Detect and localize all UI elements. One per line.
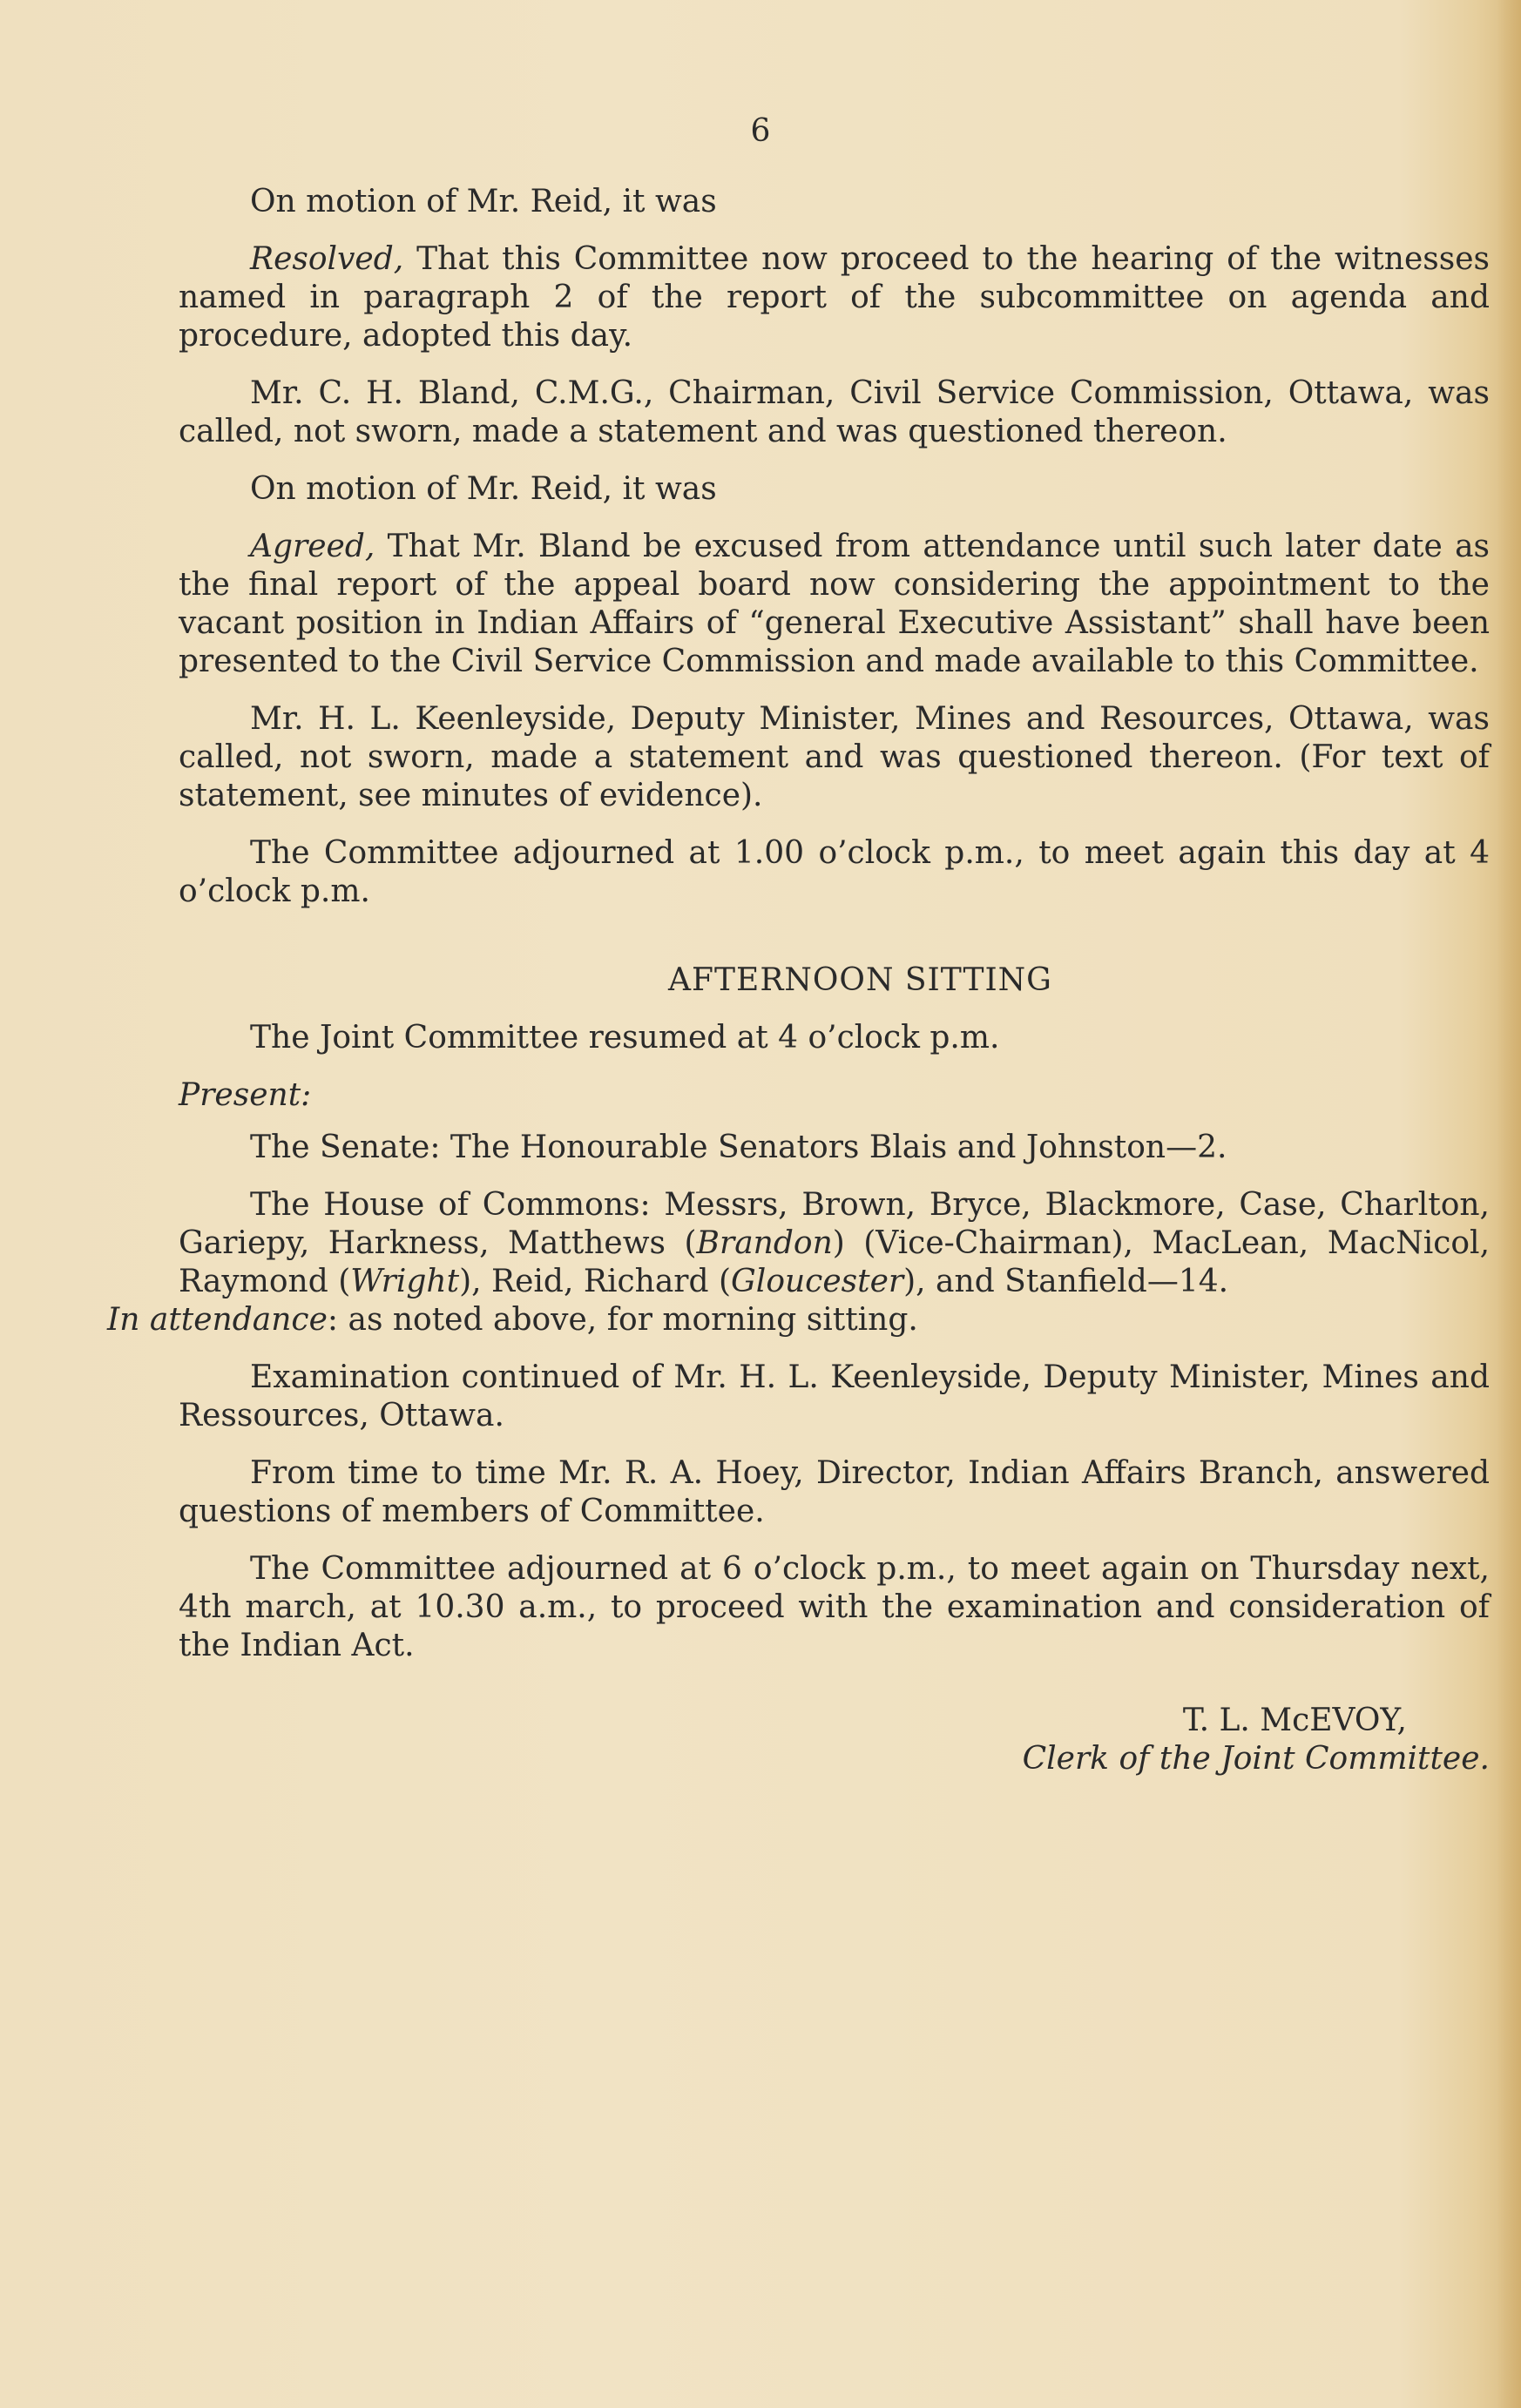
page-number: 6	[750, 113, 771, 149]
present-label-text: Present:	[179, 1077, 312, 1113]
paragraph-adjourned-morning: The Committee adjourned at 1.00 o’clock p.m., to meet again this day at 4 o’clock p.m.	[179, 835, 1490, 909]
commons-riding-wright: Wright	[350, 1264, 460, 1299]
paragraph-resolved	[179, 240, 1490, 355]
signature-title: Clerk of the Joint Committee.	[1022, 1741, 1490, 1777]
signature-block	[179, 1702, 1490, 1778]
paragraph-commons	[107, 1186, 1491, 1339]
paragraph-agreed	[179, 528, 1490, 681]
paragraph-hoey: From time to time Mr. R. A. Hoey, Director, Indian Affairs Branch, answered questions of members of Committee.	[179, 1455, 1490, 1529]
resolved-label: Resolved,	[250, 241, 404, 277]
paragraph-adjourned-afternoon: The Committee adjourned at 6 o’clock p.m., to meet again on Thursday next, 4th march, at 10.30 a.m., to proceed with the examination and consideration of the Indian Act.	[179, 1551, 1490, 1663]
paragraph-motion-1: On motion of Mr. Reid, it was	[250, 184, 717, 219]
paragraph-senate: The Senate: The Honourable Senators Blais and Johnston—2.	[250, 1130, 1227, 1165]
commons-riding-gloucester: Gloucester	[731, 1264, 904, 1299]
section-heading-afternoon: AFTERNOON SITTING	[668, 962, 1052, 998]
commons-text-1: The House of Commons: Messrs, Brown, Bryce, Blackmore, Case, Charlton, Gariepy, Harkness, Matthews (	[179, 1187, 1490, 1261]
agreed-label: Agreed,	[250, 529, 375, 564]
attendance-label: In attendance	[107, 1302, 328, 1338]
resolved-text: That this Committee now proceed to the hearing of the witnesses named in paragraph 2 of the report of the subcommittee on agenda and procedure, adopted this day.	[179, 241, 1490, 354]
signature-name: T. L. McEVOY,	[1182, 1703, 1407, 1738]
paragraph-keenleyside-called: Mr. H. L. Keenleyside, Deputy Minister, Mines and Resources, Ottawa, was called, not sworn, made a statement and was questioned thereon. (For text of statement, see minutes of evidence).	[179, 701, 1490, 813]
commons-riding-brandon: Brandon	[696, 1225, 833, 1261]
paragraph-resumed: The Joint Committee resumed at 4 o’clock p.m.	[250, 1020, 1000, 1056]
paragraph-examination-continued: Examination continued of Mr. H. L. Keenleyside, Deputy Minister, Mines and Ressources, Ottawa.	[179, 1359, 1490, 1433]
commons-text-3: ), Reid, Richard (	[459, 1264, 732, 1299]
page-edge-shadow	[1497, 0, 1521, 2408]
commons-text-4: ), and Stanfield—14.	[903, 1264, 1229, 1299]
paragraph-motion-2: On motion of Mr. Reid, it was	[250, 471, 717, 507]
agreed-text: That Mr. Bland be excused from attendance until such later date as the final report of the appeal board now considering the appointment to the vacant position in Indian Affairs of “general Executive Assistant” shall have been presented to the Civil Service Commission and made available to this Committee.	[179, 529, 1490, 679]
present-label	[179, 1076, 1490, 1115]
attendance-text: : as noted above, for morning sitting.	[327, 1302, 918, 1338]
paragraph-bland-called: Mr. C. H. Bland, C.M.G., Chairman, Civil Service Commission, Ottawa, was called, not sworn, made a statement and was questioned thereon.	[179, 375, 1490, 449]
commons-text-2: ) (Vice-Chairman), MacLean, MacNicol, Raymond (	[179, 1225, 1491, 1299]
document-body	[107, 183, 1491, 1778]
